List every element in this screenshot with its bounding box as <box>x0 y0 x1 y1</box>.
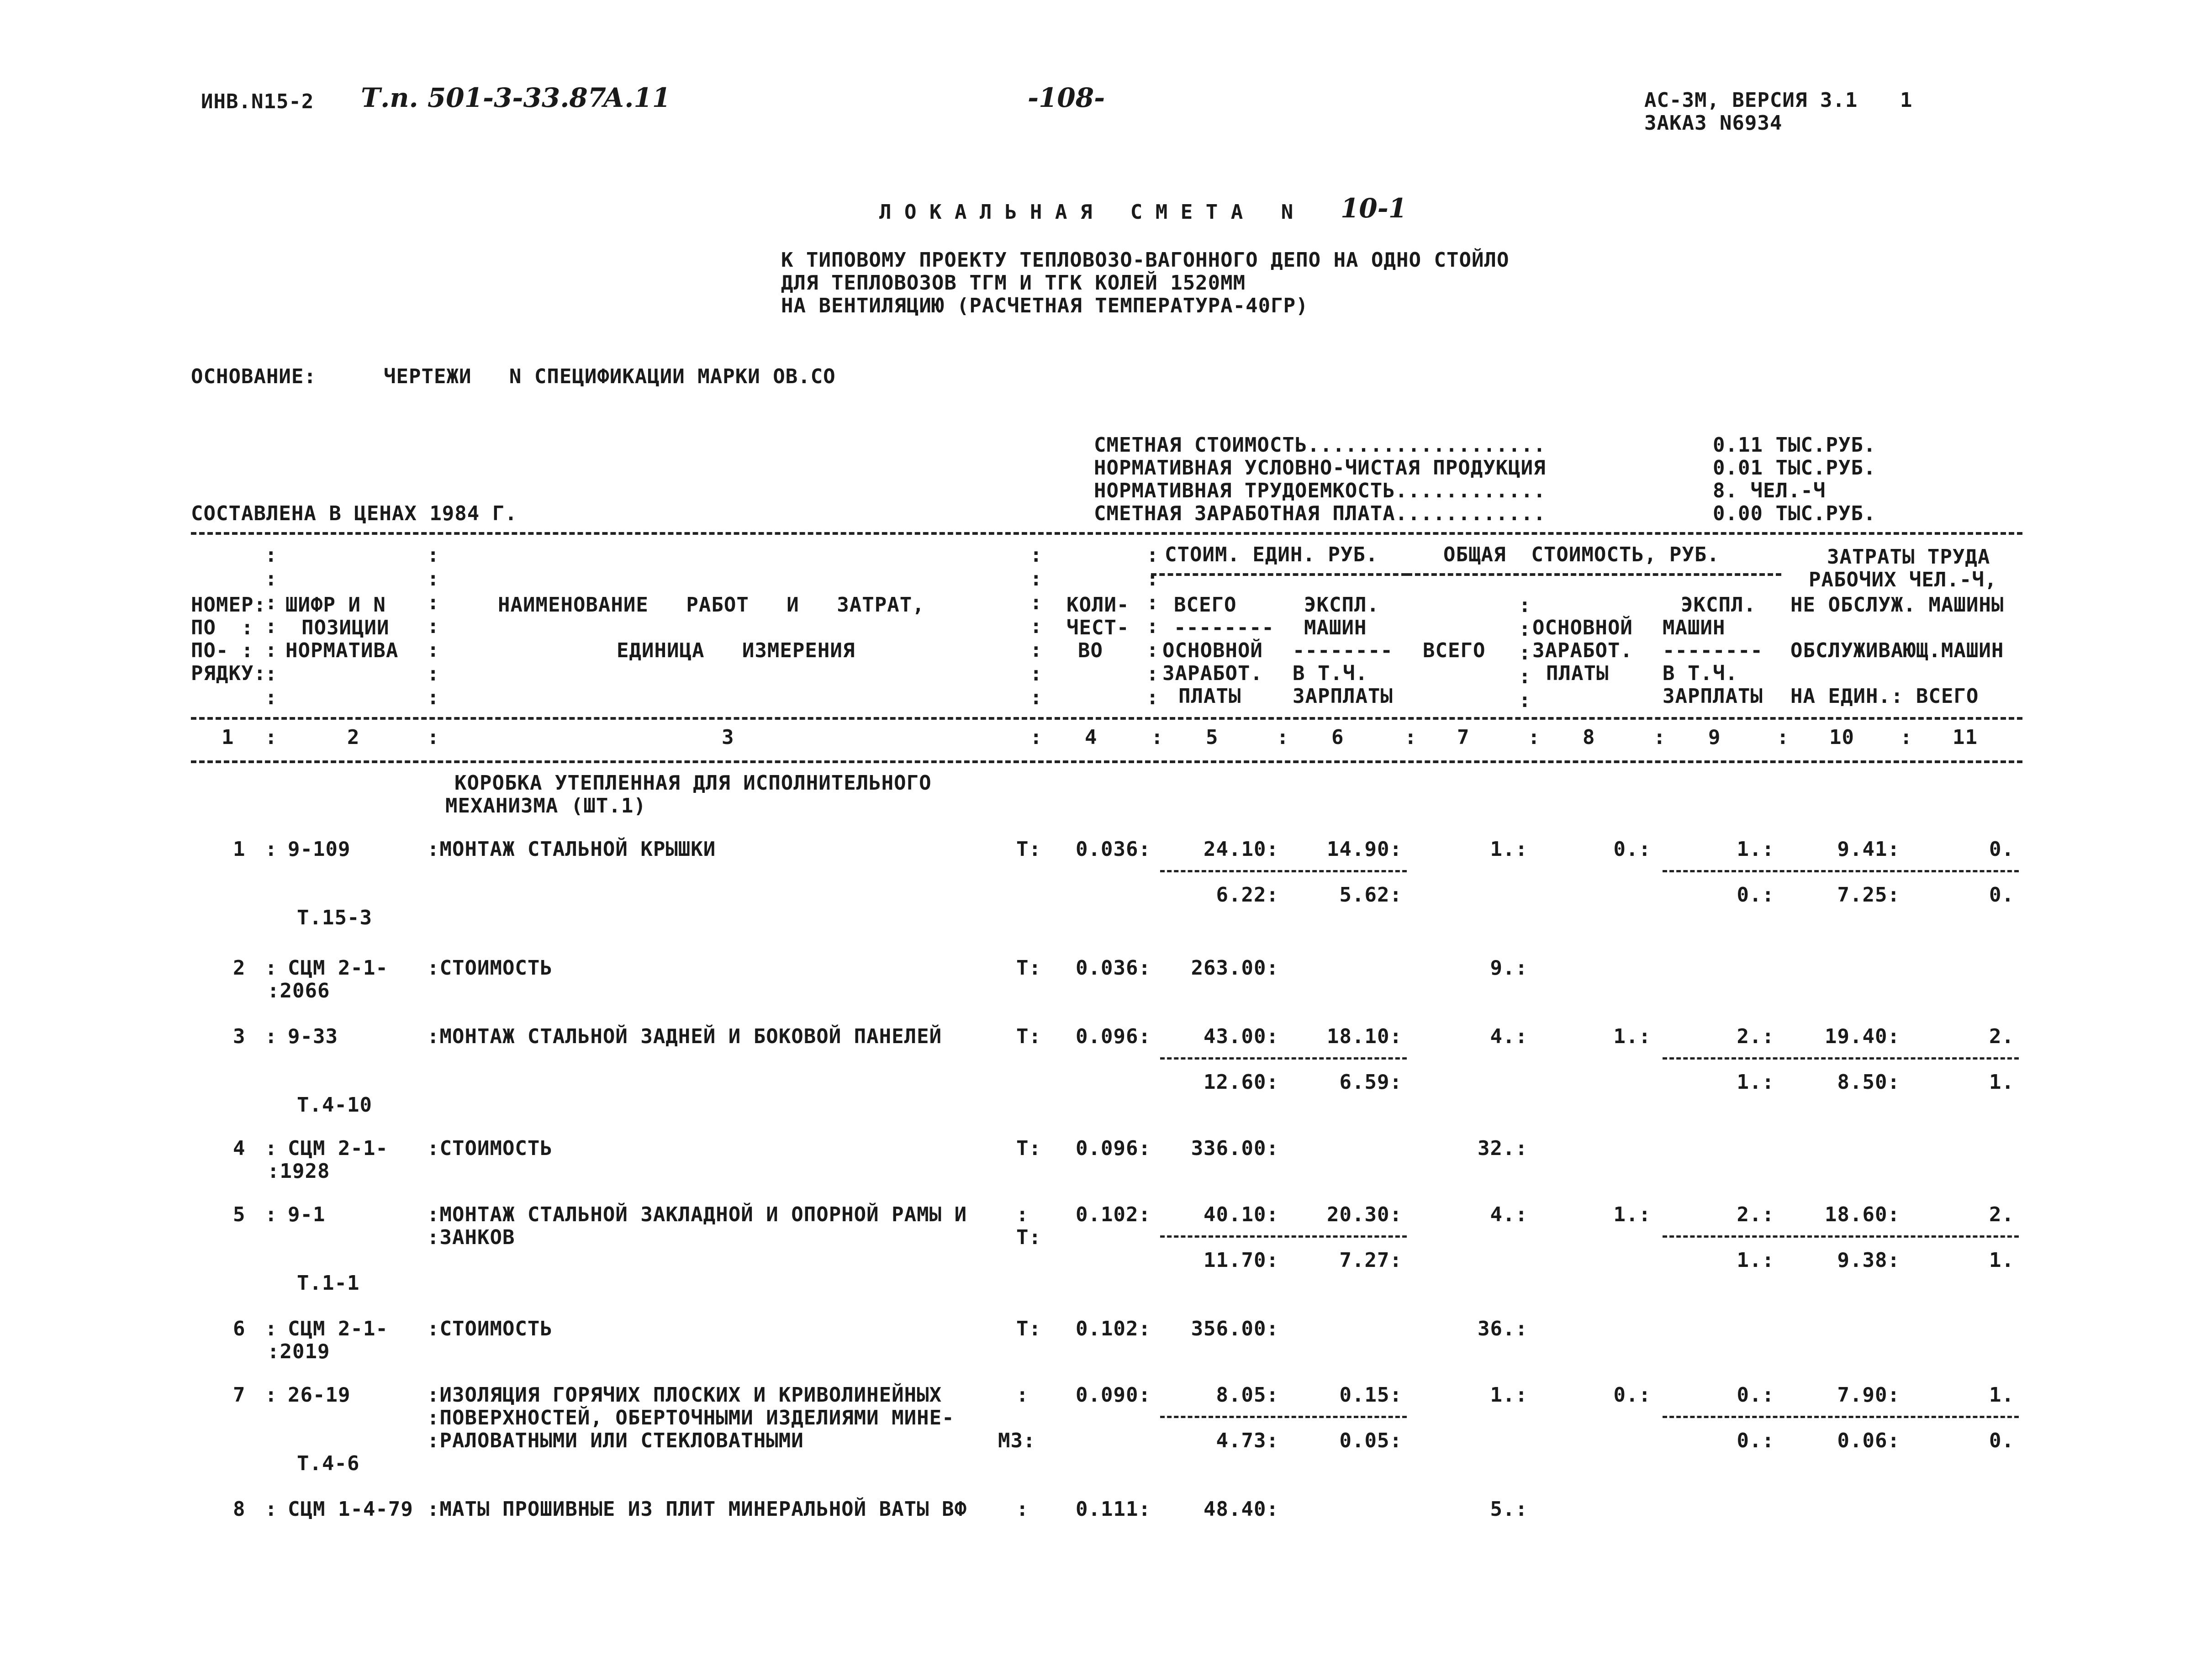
row-quantity: 0.102: <box>1076 1203 1151 1226</box>
summary-value: 0.00 ТЫС.РУБ. <box>1713 502 1876 525</box>
column-separator: : <box>1777 726 1790 749</box>
row-quantity: 0.090: <box>1076 1383 1151 1407</box>
row-c11: 2. <box>1989 1203 2014 1226</box>
row-code: СЦМ 2-1- <box>288 1317 388 1340</box>
header-no: ПО- : <box>191 639 254 662</box>
row-name: :СТОИМОСТЬ <box>427 1317 553 1340</box>
summary-label: СМЕТНАЯ СТОИМОСТЬ................... <box>1094 433 1546 457</box>
row-c5: 43.00: <box>1204 1025 1279 1048</box>
header-uc-machine: ЭКСПЛ. <box>1304 593 1379 617</box>
row-unit: : <box>1016 1203 1029 1226</box>
row-unit: Т: <box>1016 1025 1041 1048</box>
row-c5: 40.10: <box>1204 1203 1279 1226</box>
summary-label: НОРМАТИВНАЯ УСЛОВНО-ЧИСТАЯ ПРОДУКЦИЯ <box>1094 456 1546 480</box>
column-number: 7 <box>1457 726 1470 749</box>
header-bottom-rule <box>191 717 2022 720</box>
header-code: ШИФР И N <box>285 593 386 617</box>
row-name-cont: :РАЛОВАТНЫМИ ИЛИ СТЕКЛОВАТНЫМИ <box>427 1429 804 1452</box>
row-c6: 20.30: <box>1327 1203 1402 1226</box>
row-unit: Т: <box>1016 1226 1041 1249</box>
row-c7: 5.: <box>1490 1498 1528 1521</box>
estimate-number-handwritten: 10-1 <box>1341 193 1407 224</box>
row-c8: 0.: <box>1613 1383 1651 1407</box>
header-tc-wages: ПЛАТЫ <box>1546 662 1609 685</box>
row-sub-s9: 1.: <box>1737 1071 1774 1094</box>
column-separator: : <box>1151 726 1164 749</box>
column-separator: : <box>1277 726 1289 749</box>
column-number: 9 <box>1708 726 1721 749</box>
row-c5: 263.00: <box>1191 956 1279 980</box>
column-separator: : <box>1653 726 1666 749</box>
row-quantity: 0.096: <box>1076 1137 1151 1160</box>
order-number: ЗАКАЗ N6934 <box>1644 111 1783 135</box>
header-uc-total: ВСЕГО <box>1174 593 1237 617</box>
row-sub-rule <box>1160 1235 1407 1238</box>
row-c9: 2.: <box>1737 1203 1774 1226</box>
column-separator: : <box>1528 726 1541 749</box>
summary-label: НОРМАТИВНАЯ ТРУДОЕМКОСТЬ............ <box>1094 479 1546 502</box>
header-uc-total: -------- <box>1174 616 1274 639</box>
row-c7: 32.: <box>1478 1137 1528 1160</box>
header-labor: ЗАТРАТЫ ТРУДА <box>1827 545 1990 569</box>
column-separator: : <box>265 1203 278 1226</box>
estimate-title: Л О К А Л Ь Н А Я С М Е Т А N <box>879 200 1294 224</box>
row-number: 4 <box>233 1137 246 1160</box>
column-separator: : : : : : : : <box>1030 543 1043 709</box>
summary-value: 0.11 ТЫС.РУБ. <box>1713 433 1876 457</box>
row-code-cont: :2019 <box>267 1340 330 1363</box>
row-c11: 1. <box>1989 1383 2014 1407</box>
column-separator: : <box>265 838 278 861</box>
row-c7: 36.: <box>1478 1317 1528 1340</box>
summary-label: СМЕТНАЯ ЗАРАБОТНАЯ ПЛАТА............ <box>1094 502 1546 525</box>
table-top-rule <box>191 532 2022 535</box>
row-sub-rule <box>1663 1235 2019 1238</box>
column-separator: : <box>1030 726 1043 749</box>
header-tc-wages: ОСНОВНОЙ <box>1532 616 1633 639</box>
row-name: :МОНТАЖ СТАЛЬНОЙ ЗАКЛАДНОЙ И ОПОРНОЙ РАМЫ И <box>427 1203 967 1226</box>
column-separator: : : : : : <box>1519 594 1531 712</box>
row-sub-s11: 0. <box>1989 883 2014 907</box>
row-c10: 19.40: <box>1825 1025 1900 1048</box>
row-sub-s9: 1.: <box>1737 1249 1774 1272</box>
row-name: :МАТЫ ПРОШИВНЫЕ ИЗ ПЛИТ МИНЕРАЛЬНОЙ ВАТЫ ВФ <box>427 1498 967 1521</box>
column-number: 6 <box>1331 726 1344 749</box>
row-sub-rule <box>1663 870 2019 872</box>
column-separator: : <box>265 1137 278 1160</box>
row-code: СЦМ 2-1- <box>288 1137 388 1160</box>
header-uc-total: ЗАРАБОТ. <box>1162 662 1263 685</box>
column-separator: : <box>1404 726 1417 749</box>
row-name: :СТОИМОСТЬ <box>427 956 553 980</box>
row-code: СЦМ 1-4-79 <box>288 1498 413 1521</box>
row-sub-rule <box>1663 1416 2019 1418</box>
project-number-handwritten: Т.п. 501-3-33.87 <box>361 82 607 113</box>
row-sub-s10: 8.50: <box>1837 1071 1900 1094</box>
header-total-cost: ОБЩАЯ СТОИМОСТЬ, РУБ. <box>1443 543 1720 566</box>
column-separator: : <box>265 726 278 749</box>
row-sub-s11: 0. <box>1989 1429 2014 1452</box>
section-title: КОРОБКА УТЕПЛЕННАЯ ДЛЯ ИСПОЛНИТЕЛЬНОГО <box>454 771 932 795</box>
basis-value: ЧЕРТЕЖИ N СПЕЦИФИКАЦИИ МАРКИ ОВ.СО <box>384 365 836 388</box>
header-tc-machine: ЭКСПЛ. <box>1681 593 1756 617</box>
header-code: ПОЗИЦИИ <box>301 616 390 639</box>
row-code: СЦМ 2-1- <box>288 956 388 980</box>
row-name: :ИЗОЛЯЦИЯ ГОРЯЧИХ ПЛОСКИХ И КРИВОЛИНЕЙНЫХ <box>427 1383 942 1407</box>
row-c10: 9.41: <box>1837 838 1900 861</box>
column-separator: : <box>265 1498 278 1521</box>
row-number: 7 <box>233 1383 246 1407</box>
row-number: 8 <box>233 1498 246 1521</box>
header-unit: ЕДИНИЦА ИЗМЕРЕНИЯ <box>617 639 855 662</box>
row-sub-s5: 6.22: <box>1216 883 1279 907</box>
inventory-number: ИНВ.N15-2 <box>201 90 314 113</box>
header-tc-machine: -------- <box>1663 639 1763 662</box>
column-separator: : <box>265 1317 278 1340</box>
row-norm-ref: Т.1-1 <box>297 1271 360 1295</box>
header-uc-total: ПЛАТЫ <box>1178 685 1241 708</box>
column-number: 5 <box>1206 726 1219 749</box>
row-sub-s6: 5.62: <box>1339 883 1402 907</box>
section-title: МЕХАНИЗМА (ШТ.1) <box>445 794 646 818</box>
row-c7: 1.: <box>1490 1383 1528 1407</box>
header-unit-cost: СТОИМ. ЕДИН. РУБ. <box>1165 543 1378 566</box>
header-uc-machine: -------- <box>1293 639 1393 662</box>
row-name-cont: :ЗАНКОВ <box>427 1226 515 1249</box>
row-unit: Т: <box>1016 1317 1041 1340</box>
prices-basis: СОСТАВЛЕНА В ЦЕНАХ 1984 Г. <box>191 502 517 525</box>
row-unit: : <box>1016 1383 1029 1407</box>
summary-value: 8. ЧЕЛ.-Ч <box>1713 479 1826 502</box>
row-number: 2 <box>233 956 246 980</box>
header-uc-machine: В Т.Ч. <box>1293 662 1368 685</box>
row-sub-s6: 7.27: <box>1339 1249 1402 1272</box>
header-uc-machine: МАШИН <box>1304 616 1367 639</box>
header-name: НАИМЕНОВАНИЕ РАБОТ И ЗАТРАТ, <box>498 593 925 617</box>
header-qty: КОЛИ- <box>1066 593 1130 617</box>
header-no: РЯДКУ: <box>191 662 266 685</box>
header-tc-total: ВСЕГО <box>1423 639 1486 662</box>
row-c5: 336.00: <box>1191 1137 1279 1160</box>
header-labor: НА ЕДИН.: ВСЕГО <box>1790 685 1979 708</box>
row-sub-rule <box>1160 1057 1407 1060</box>
row-name: :СТОИМОСТЬ <box>427 1137 553 1160</box>
row-code: 9-33 <box>288 1025 338 1048</box>
row-c7: 1.: <box>1490 838 1528 861</box>
row-sub-s9: 0.: <box>1737 1429 1774 1452</box>
header-labor: ОБСЛУЖИВАЮЩ.МАШИН <box>1790 639 2004 662</box>
header-tc-wages: ЗАРАБОТ. <box>1532 639 1633 662</box>
row-c9: 1.: <box>1737 838 1774 861</box>
row-quantity: 0.096: <box>1076 1025 1151 1048</box>
row-sub-s9: 0.: <box>1737 883 1774 907</box>
row-unit: М3: <box>998 1429 1036 1452</box>
header-no: НОМЕР: <box>191 593 266 617</box>
row-unit: : <box>1016 1498 1029 1521</box>
row-sub-s5: 12.60: <box>1204 1071 1279 1094</box>
row-sub-rule <box>1160 1416 1407 1418</box>
row-c8: 1.: <box>1613 1025 1651 1048</box>
row-quantity: 0.111: <box>1076 1498 1151 1521</box>
title-line-3: НА ВЕНТИЛЯЦИЮ (РАСЧЕТНАЯ ТЕМПЕРАТУРА-40ГР) <box>781 294 1309 317</box>
row-code-cont: :1928 <box>267 1160 330 1183</box>
row-c6: 0.15: <box>1339 1383 1402 1407</box>
column-separator: : : : : : : : <box>1146 543 1159 709</box>
row-norm-ref: Т.15-3 <box>297 906 372 929</box>
header-code: НОРМАТИВА <box>285 639 399 662</box>
row-norm-ref: Т.4-6 <box>297 1452 360 1475</box>
row-number: 3 <box>233 1025 246 1048</box>
total-cost-rule <box>1407 573 1781 576</box>
basis-label: ОСНОВАНИЕ: <box>191 365 317 388</box>
row-c11: 2. <box>1989 1025 2014 1048</box>
row-unit: Т: <box>1016 838 1041 861</box>
row-sub-s11: 1. <box>1989 1071 2014 1094</box>
header-tc-machine: В Т.Ч. <box>1663 662 1738 685</box>
row-c11: 0. <box>1989 838 2014 861</box>
row-sub-rule <box>1663 1057 2019 1060</box>
column-number: 4 <box>1085 726 1098 749</box>
header-labor: РАБОЧИХ ЧЕЛ.-Ч, <box>1809 568 1997 591</box>
column-separator: : <box>1900 726 1913 749</box>
row-sub-rule <box>1160 870 1407 872</box>
header-tc-machine: МАШИН <box>1663 616 1726 639</box>
row-c9: 0.: <box>1737 1383 1774 1407</box>
row-code: 9-1 <box>288 1203 326 1226</box>
column-separator: : : : : : : : <box>427 543 440 709</box>
row-code: 9-109 <box>288 838 351 861</box>
header-uc-machine: ЗАРПЛАТЫ <box>1293 685 1393 708</box>
row-name: :МОНТАЖ СТАЛЬНОЙ КРЫШКИ <box>427 838 716 861</box>
row-number: 5 <box>233 1203 246 1226</box>
row-sub-s5: 4.73: <box>1216 1429 1279 1452</box>
row-c6: 18.10: <box>1327 1025 1402 1048</box>
header-no: ПО : <box>191 616 254 639</box>
row-c6: 14.90: <box>1327 838 1402 861</box>
header-tc-machine: ЗАРПЛАТЫ <box>1663 685 1763 708</box>
row-name-cont: :ПОВЕРХНОСТЕЙ, ОБЕРТОЧНЫМИ ИЗДЕЛИЯМИ МИНЕ- <box>427 1406 955 1429</box>
column-separator: : <box>265 956 278 980</box>
row-quantity: 0.036: <box>1076 956 1151 980</box>
row-c5: 356.00: <box>1191 1317 1279 1340</box>
header-uc-total: ОСНОВНОЙ <box>1162 639 1263 662</box>
row-number: 1 <box>233 838 246 861</box>
row-quantity: 0.102: <box>1076 1317 1151 1340</box>
header-qty: ВО <box>1078 639 1103 662</box>
column-separator: : <box>427 726 440 749</box>
column-separator: : <box>265 1025 278 1048</box>
row-c5: 24.10: <box>1204 838 1279 861</box>
sheet-number: 1 <box>1900 89 1913 112</box>
row-c7: 4.: <box>1490 1203 1528 1226</box>
row-c10: 18.60: <box>1825 1203 1900 1226</box>
header-qty: ЧЕСТ- <box>1066 616 1130 639</box>
column-number: 10 <box>1829 726 1854 749</box>
row-norm-ref: Т.4-10 <box>297 1093 372 1117</box>
album-handwritten: А.11 <box>603 82 671 113</box>
column-number: 1 <box>222 726 234 749</box>
header-labor: НЕ ОБСЛУЖ. МАШИНЫ <box>1790 593 2004 617</box>
numbers-bottom-rule <box>191 760 2022 763</box>
column-number: 8 <box>1583 726 1595 749</box>
column-number: 11 <box>1953 726 1978 749</box>
row-code-cont: :2066 <box>267 979 330 1002</box>
column-separator: : <box>265 1383 278 1407</box>
row-c7: 9.: <box>1490 956 1528 980</box>
row-quantity: 0.036: <box>1076 838 1151 861</box>
row-sub-s10: 7.25: <box>1837 883 1900 907</box>
title-line-2: ДЛЯ ТЕПЛОВОЗОВ ТГМ И ТГК КОЛЕЙ 1520ММ <box>781 271 1246 295</box>
row-sub-s10: 0.06: <box>1837 1429 1900 1452</box>
summary-value: 0.01 ТЫС.РУБ. <box>1713 456 1876 480</box>
row-c5: 48.40: <box>1204 1498 1279 1521</box>
column-number: 2 <box>347 726 360 749</box>
row-unit: Т: <box>1016 1137 1041 1160</box>
row-number: 6 <box>233 1317 246 1340</box>
column-separator: : : : : : : : <box>265 543 278 709</box>
row-c8: 0.: <box>1613 838 1651 861</box>
row-c9: 2.: <box>1737 1025 1774 1048</box>
page-number-handwritten: -108- <box>1028 82 1105 113</box>
row-unit: Т: <box>1016 956 1041 980</box>
row-sub-s6: 6.59: <box>1339 1071 1402 1094</box>
row-c8: 1.: <box>1613 1203 1651 1226</box>
software-version: АС-3М, ВЕРСИЯ 3.1 <box>1644 89 1858 112</box>
column-number: 3 <box>722 726 734 749</box>
row-code: 26-19 <box>288 1383 351 1407</box>
row-sub-s6: 0.05: <box>1339 1429 1402 1452</box>
title-line-1: К ТИПОВОМУ ПРОЕКТУ ТЕПЛОВОЗО-ВАГОННОГО ДЕПО НА ОДНО СТОЙЛО <box>781 248 1510 272</box>
row-c5: 8.05: <box>1216 1383 1279 1407</box>
unit-cost-rule <box>1151 573 1407 576</box>
row-sub-s5: 11.70: <box>1204 1249 1279 1272</box>
row-sub-s11: 1. <box>1989 1249 2014 1272</box>
row-c7: 4.: <box>1490 1025 1528 1048</box>
row-sub-s10: 9.38: <box>1837 1249 1900 1272</box>
row-c10: 7.90: <box>1837 1383 1900 1407</box>
row-name: :МОНТАЖ СТАЛЬНОЙ ЗАДНЕЙ И БОКОВОЙ ПАНЕЛЕЙ <box>427 1025 942 1048</box>
